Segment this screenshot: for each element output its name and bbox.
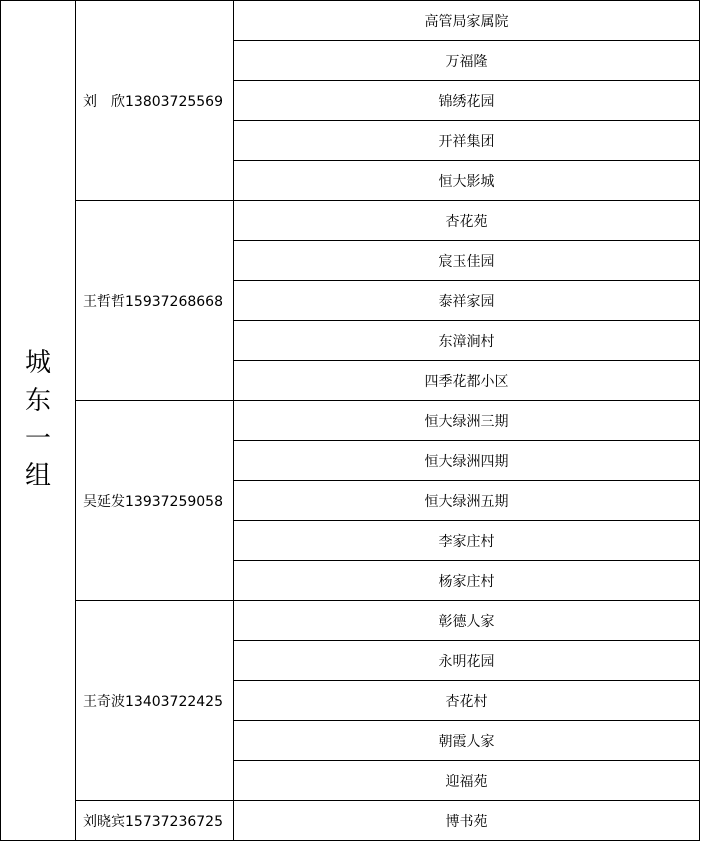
area-cell: 四季花都小区: [234, 361, 700, 401]
area-cell: 恒大绿洲五期: [234, 481, 700, 521]
area-cell: 恒大绿洲四期: [234, 441, 700, 481]
area-cell: 博书苑: [234, 801, 700, 841]
table-row: [1, 201, 700, 241]
area-cell: 迎福苑: [234, 761, 700, 801]
area-cell: 杏花苑: [234, 201, 700, 241]
area-cell: 彰德人家: [234, 601, 700, 641]
area-cell: 东漳涧村: [234, 321, 700, 361]
contact-cell: 刘晓宾15737236725: [76, 801, 234, 841]
table-row: [1, 1, 700, 41]
area-cell: 锦绣花园: [234, 81, 700, 121]
area-cell: 恒大影城: [234, 161, 700, 201]
area-cell: 宸玉佳园: [234, 241, 700, 281]
area-cell: 杏花村: [234, 681, 700, 721]
area-cell: 朝霞人家: [234, 721, 700, 761]
area-cell: 杨家庄村: [234, 561, 700, 601]
contact-cell: 刘 欣13803725569: [76, 1, 234, 201]
group-label: 城东一组: [24, 348, 51, 492]
area-cell: 万福隆: [234, 41, 700, 81]
group-cell: [1, 1, 76, 841]
area-cell: 李家庄村: [234, 521, 700, 561]
table-body: [1, 1, 700, 841]
area-cell: 高管局家属院: [234, 1, 700, 41]
contact-cell: 王哲哲15937268668: [76, 201, 234, 401]
table-row: [1, 801, 700, 841]
area-cell: 开祥集团: [234, 121, 700, 161]
contact-cell: 吴延发13937259058: [76, 401, 234, 601]
table-row: [1, 601, 700, 641]
area-cell: 泰祥家园: [234, 281, 700, 321]
contact-cell: 王奇波13403722425: [76, 601, 234, 801]
area-cell: 恒大绿洲三期: [234, 401, 700, 441]
table-row: [1, 401, 700, 441]
area-cell: 永明花园: [234, 641, 700, 681]
